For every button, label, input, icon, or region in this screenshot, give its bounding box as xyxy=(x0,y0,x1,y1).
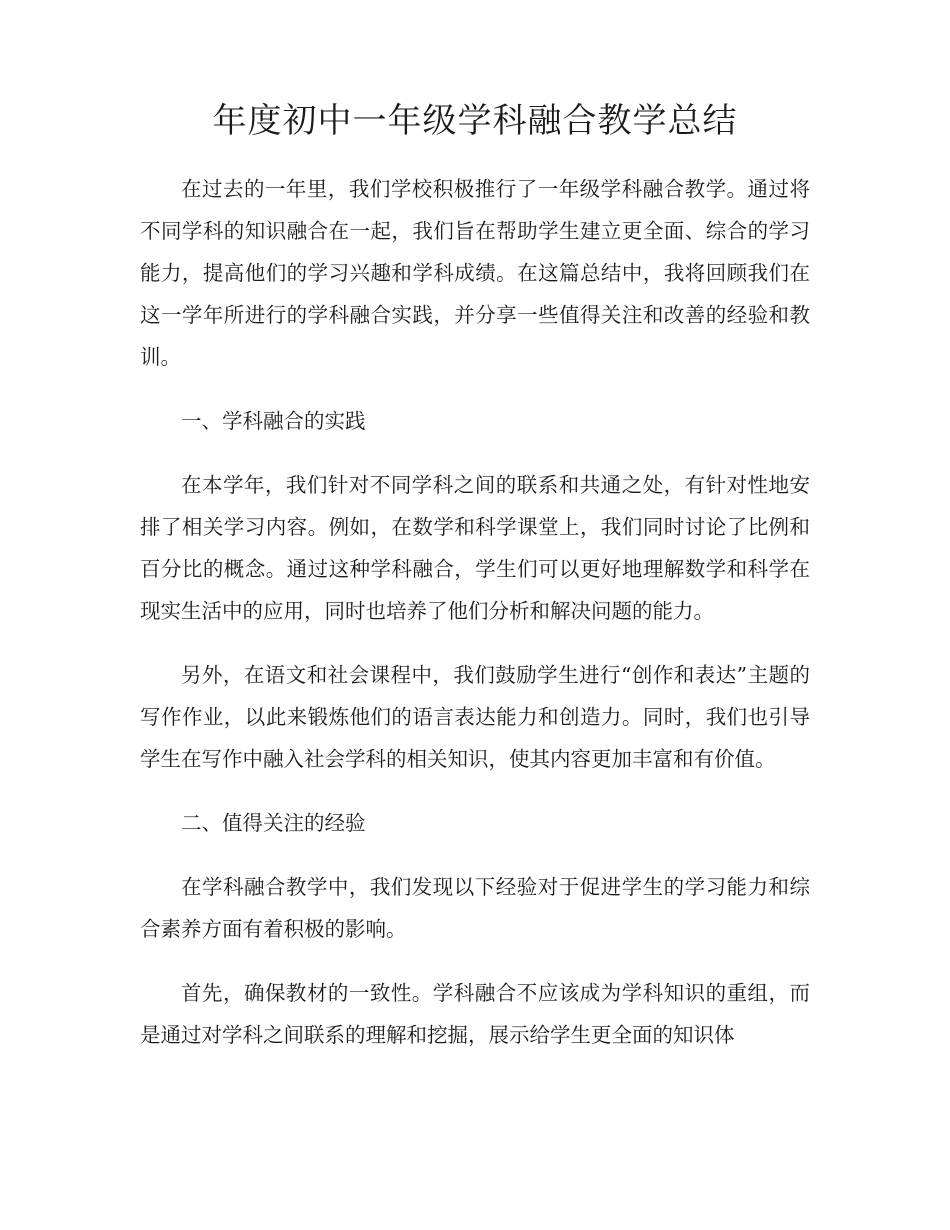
practice-paragraph-1: 在本学年，我们针对不同学科之间的联系和共通之处，有针对性地安排了相关学习内容。例如，在数学和科学课堂上，我们同时讨论了比例和百分比的概念。通过这种学科融合，学生们可以更好地理解数学和科学在现实生活中的应用，同时也培养了他们分析和解决问题的能力。 xyxy=(140,473,810,623)
document-title: 年度初中一年级学科融合教学总结 xyxy=(212,101,738,141)
intro-paragraph: 在过去的一年里，我们学校积极推行了一年级学科融合教学。通过将不同学科的知识融合在一起，我们旨在帮助学生建立更全面、综合的学习能力，提高他们的学习兴趣和学科成绩。在这篇总结中，我将回顾我们在这一学年所进行的学科融合实践，并分享一些值得关注和改善的经验和教训。 xyxy=(140,177,810,369)
section-heading-experience: 二、值得关注的经验 xyxy=(181,811,366,835)
document-body xyxy=(140,168,810,1078)
experience-paragraph-1: 在学科融合教学中，我们发现以下经验对于促进学生的学习能力和综合素养方面有着积极的影响。 xyxy=(140,875,810,941)
practice-paragraph-2: 另外，在语文和社会课程中，我们鼓励学生进行“创作和表达”主题的写作作业，以此来锻炼他们的语言表达能力和创造力。同时，我们也引导学生在写作中融入社会学科的相关知识，使其内容更加丰富和有价值。 xyxy=(140,663,810,771)
experience-paragraph-2: 首先，确保教材的一致性。学科融合不应该成为学科知识的重组，而是通过对学科之间联系的理解和挖掘，展示给学生更全面的知识体 xyxy=(140,981,810,1047)
section-heading-practice: 一、学科融合的实践 xyxy=(181,409,366,433)
